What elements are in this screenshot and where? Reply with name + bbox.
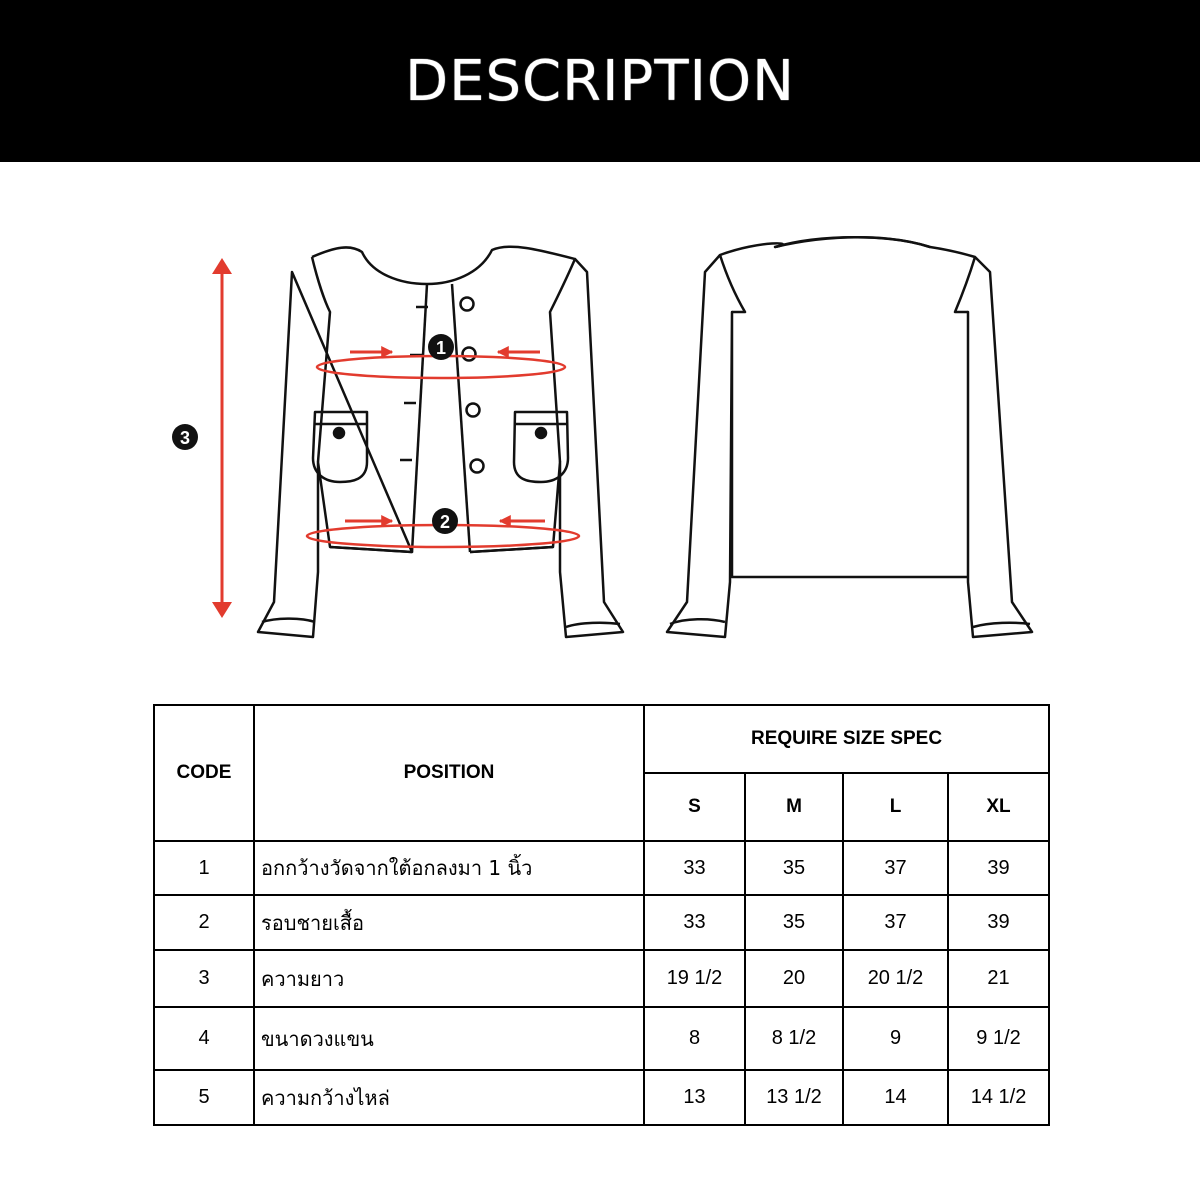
row-position: อกกว้างวัดจากใต้อกลงมา 1 นิ้ว bbox=[254, 841, 644, 895]
row-value-m: 35 bbox=[745, 841, 843, 895]
row-position: ความกว้างไหล่ bbox=[254, 1070, 644, 1125]
row-value-l: 20 1/2 bbox=[843, 950, 948, 1007]
row-value-xl: 21 bbox=[948, 950, 1049, 1007]
header-position: POSITION bbox=[254, 705, 644, 841]
row-position: ความยาว bbox=[254, 950, 644, 1007]
row-value-m: 8 1/2 bbox=[745, 1007, 843, 1070]
header-size-m: M bbox=[745, 773, 843, 841]
table-header-row bbox=[154, 705, 1049, 773]
table-row bbox=[154, 841, 1049, 895]
size-spec-table bbox=[153, 704, 1050, 1126]
header-size-s: S bbox=[644, 773, 745, 841]
table-row bbox=[154, 1007, 1049, 1070]
row-value-s: 19 1/2 bbox=[644, 950, 745, 1007]
row-value-xl: 14 1/2 bbox=[948, 1070, 1049, 1125]
svg-text:1: 1 bbox=[435, 338, 447, 358]
row-value-l: 14 bbox=[843, 1070, 948, 1125]
row-position: รอบชายเสื้อ bbox=[254, 895, 644, 950]
table-row bbox=[154, 1070, 1049, 1125]
row-code: 3 bbox=[154, 950, 254, 1007]
header-code: CODE bbox=[154, 705, 254, 841]
row-value-s: 33 bbox=[644, 841, 745, 895]
front-jacket-drawing bbox=[258, 247, 623, 637]
row-value-xl: 9 1/2 bbox=[948, 1007, 1049, 1070]
row-code: 1 bbox=[154, 841, 254, 895]
row-position: ขนาดวงแขน bbox=[254, 1007, 644, 1070]
header-bar bbox=[0, 0, 1200, 162]
marker-1 bbox=[428, 334, 454, 360]
row-value-m: 35 bbox=[745, 895, 843, 950]
table-row bbox=[154, 950, 1049, 1007]
measurement-marks bbox=[212, 258, 579, 618]
marker-2 bbox=[432, 508, 458, 534]
back-jacket-drawing bbox=[667, 237, 1032, 637]
row-code: 4 bbox=[154, 1007, 254, 1070]
jacket-diagram bbox=[0, 162, 1200, 682]
row-value-m: 20 bbox=[745, 950, 843, 1007]
row-value-l: 9 bbox=[843, 1007, 948, 1070]
row-code: 5 bbox=[154, 1070, 254, 1125]
svg-text:2: 2 bbox=[439, 512, 451, 532]
row-code: 2 bbox=[154, 895, 254, 950]
row-value-xl: 39 bbox=[948, 895, 1049, 950]
table-row bbox=[154, 895, 1049, 950]
marker-3 bbox=[172, 424, 198, 450]
header-spec-group: REQUIRE SIZE SPEC bbox=[644, 705, 1049, 773]
row-value-s: 8 bbox=[644, 1007, 745, 1070]
header-size-xl: XL bbox=[948, 773, 1049, 841]
svg-text:3: 3 bbox=[179, 428, 191, 448]
row-value-xl: 39 bbox=[948, 841, 1049, 895]
row-value-l: 37 bbox=[843, 841, 948, 895]
row-value-m: 13 1/2 bbox=[745, 1070, 843, 1125]
row-value-s: 33 bbox=[644, 895, 745, 950]
page-title: DESCRIPTION bbox=[404, 48, 796, 114]
row-value-l: 37 bbox=[843, 895, 948, 950]
header-size-l: L bbox=[843, 773, 948, 841]
row-value-s: 13 bbox=[644, 1070, 745, 1125]
